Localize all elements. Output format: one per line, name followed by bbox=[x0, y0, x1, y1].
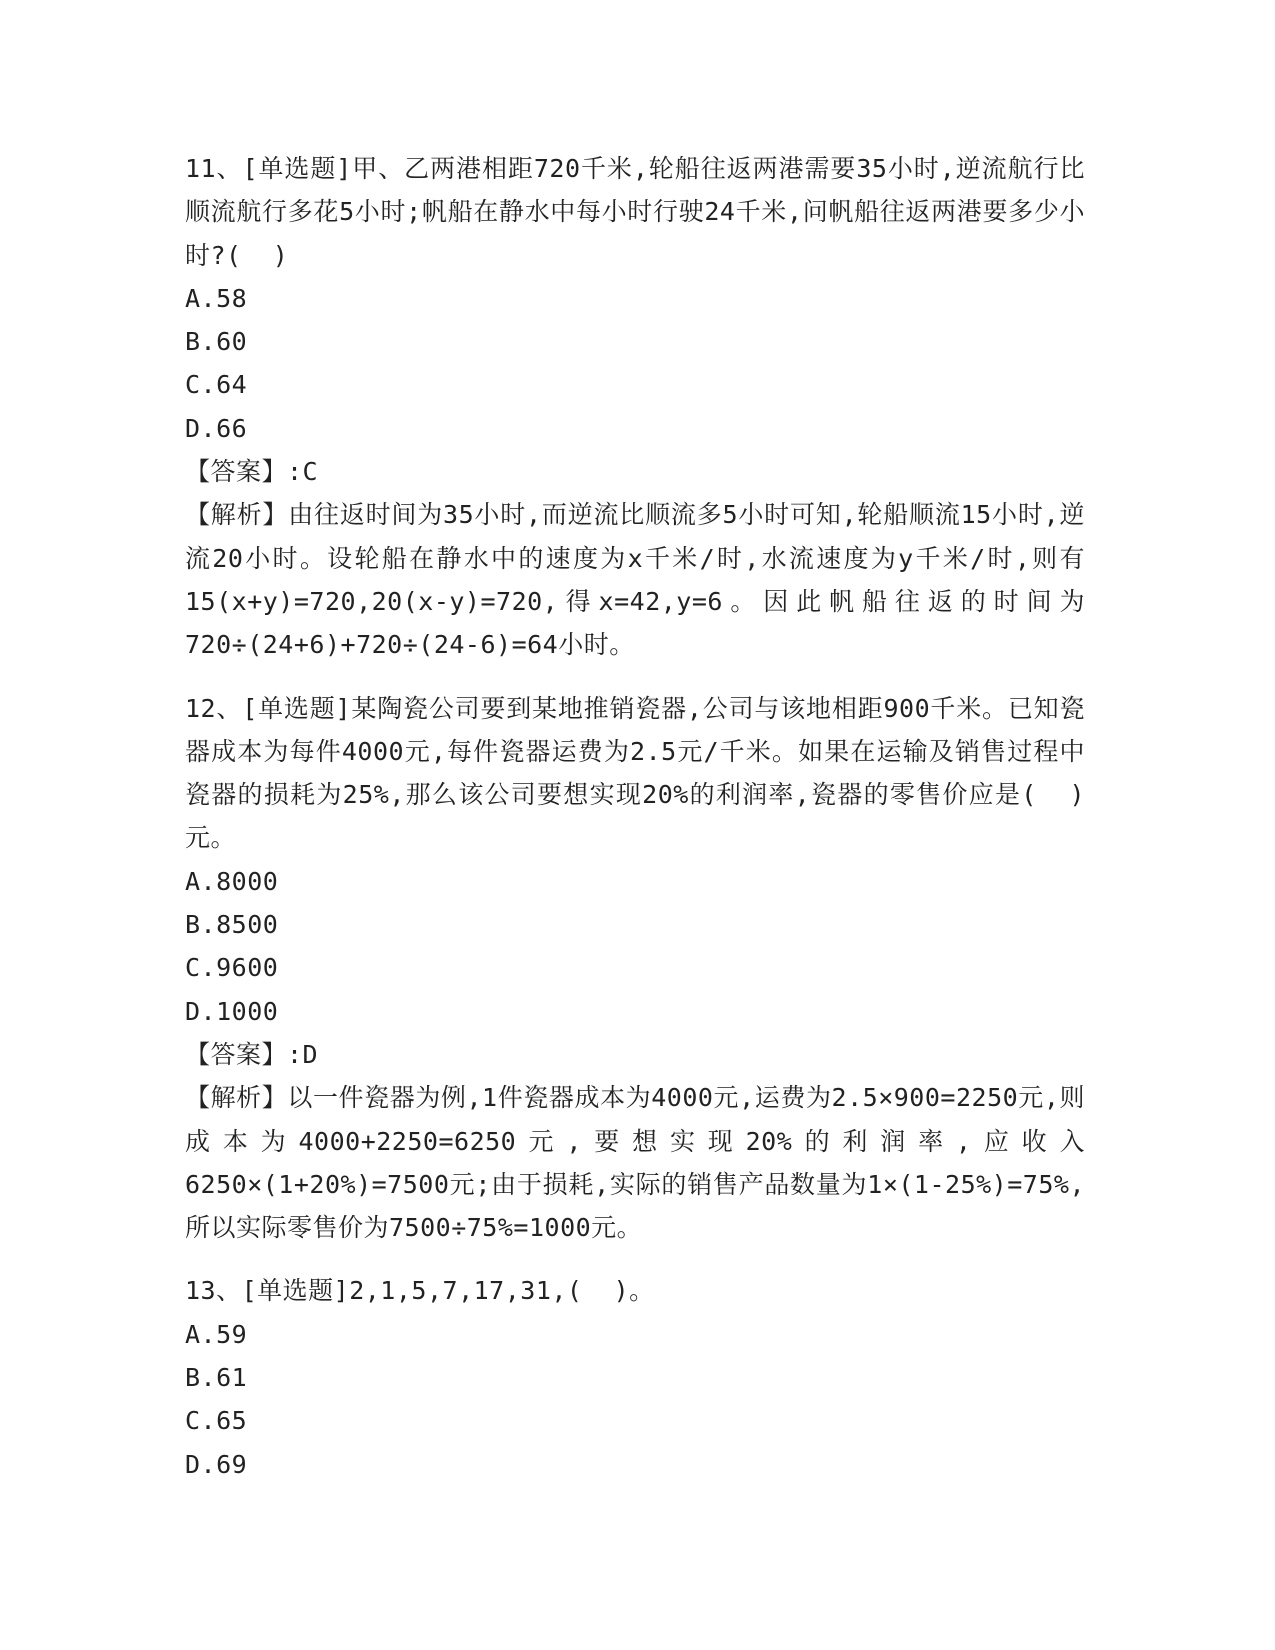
answer-line: 【答案】:C bbox=[185, 457, 319, 487]
document-page bbox=[185, 147, 1085, 1486]
option-c: C.9600 bbox=[185, 953, 279, 983]
option-b: B.61 bbox=[185, 1363, 248, 1393]
option-b: B.8500 bbox=[185, 910, 279, 940]
option-d: D.66 bbox=[185, 413, 248, 443]
option-a: A.58 bbox=[185, 283, 248, 313]
question-11 bbox=[185, 147, 1085, 667]
question-spacer bbox=[185, 1249, 1085, 1269]
option-c: C.64 bbox=[185, 370, 248, 400]
option-b: B.60 bbox=[185, 327, 248, 357]
analysis-text: 【解析】由往返时间为35小时,而逆流比顺流多5小时可知,轮船顺流15小时,逆流20小时。设轮船在静水中的速度为x千米/时,水流速度为y千米/时,则有15(x+y)=720,20(x-y)=720,得x=42,y=6。因此帆船往返的时间为720÷(24+6)+720÷(24-6)=64小时。 bbox=[185, 500, 1085, 660]
option-a: A.59 bbox=[185, 1319, 248, 1349]
question-12 bbox=[185, 687, 1085, 1250]
answer-line: 【答案】:D bbox=[185, 1039, 319, 1069]
question-stem: 13、[单选题]2,1,5,7,17,31,( )。 bbox=[185, 1276, 655, 1306]
option-a: A.8000 bbox=[185, 866, 279, 896]
option-d: D.1000 bbox=[185, 996, 279, 1026]
question-stem: 11、[单选题]甲、乙两港相距720千米,轮船往返两港需要35小时,逆流航行比顺流航行多花5小时;帆船在静水中每小时行驶24千米,问帆船往返两港要多少小时?( ) bbox=[185, 154, 1085, 270]
option-d: D.69 bbox=[185, 1449, 248, 1479]
analysis-text: 【解析】以一件瓷器为例,1件瓷器成本为4000元,运费为2.5×900=2250元,则成本为4000+2250=6250元,要想实现20%的利润率,应收入6250×(1+20%)=7500元;由于损耗,实际的销售产品数量为1×(1-25%)=75%,所以实际零售价为7500÷75%=1000元。 bbox=[185, 1083, 1085, 1243]
question-spacer bbox=[185, 667, 1085, 687]
question-13 bbox=[185, 1269, 1085, 1485]
option-c: C.65 bbox=[185, 1406, 248, 1436]
question-stem: 12、[单选题]某陶瓷公司要到某地推销瓷器,公司与该地相距900千米。已知瓷器成本为每件4000元,每件瓷器运费为2.5元/千米。如果在运输及销售过程中瓷器的损耗为25%,那么该公司要想实现20%的利润率,瓷器的零售价应是( )元。 bbox=[185, 693, 1085, 853]
